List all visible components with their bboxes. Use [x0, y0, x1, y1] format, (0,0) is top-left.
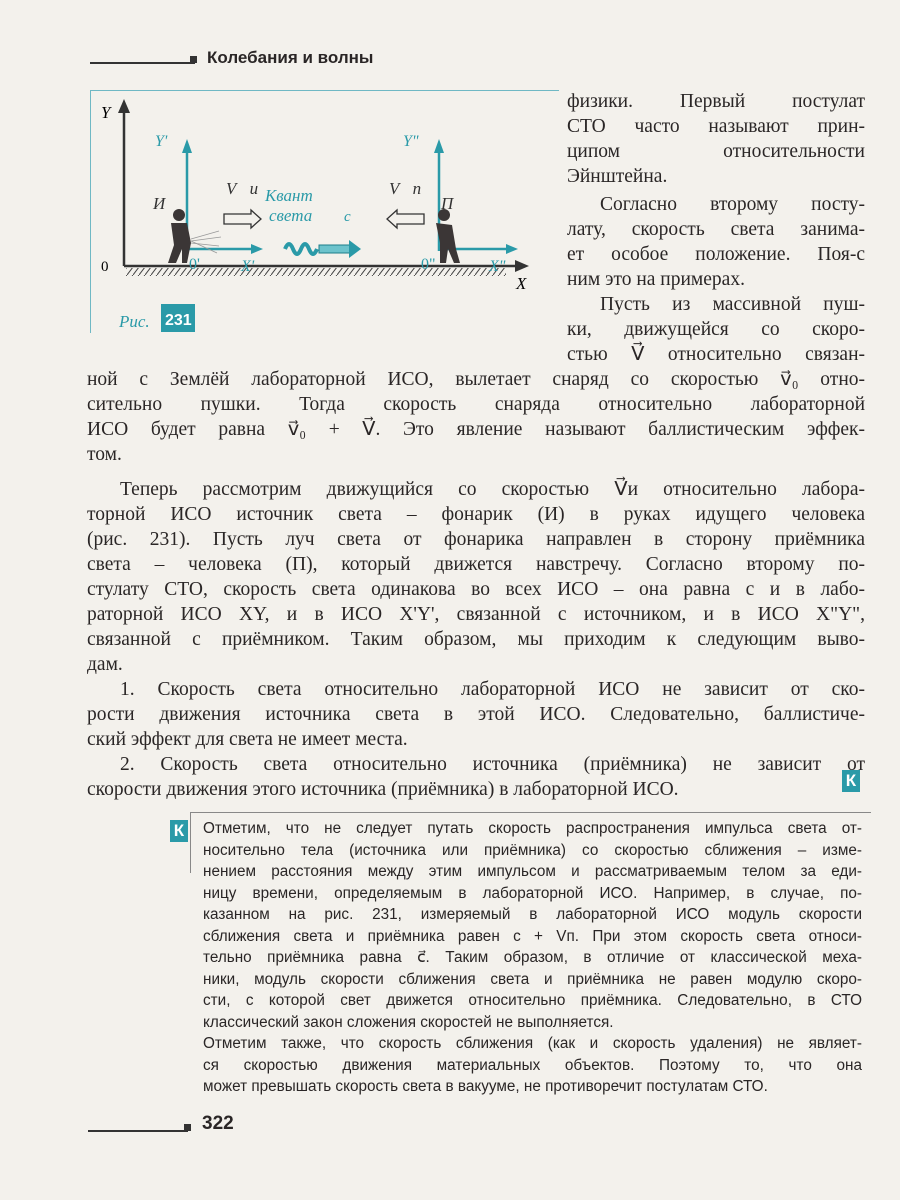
text-line: 1. Скорость света относительно лабораторной ИСО не зависит от ско- [120, 679, 865, 700]
page-number: 322 [202, 1113, 234, 1134]
caption-number: 231 [165, 312, 192, 329]
text-line: света – человека (П), который движется навстречу. Согласно второму по- [87, 554, 865, 575]
footer-rule [88, 1130, 188, 1132]
text-line: ципом относительности [567, 141, 865, 162]
footer-square [184, 1124, 191, 1131]
text-line: рости движения источника света в этой ИСО. Следовательно, баллистиче- [87, 704, 865, 725]
text-line: ницу времени, определяемым в лабораторной ИСО. Например, в случае, по- [203, 884, 862, 902]
text-line: сближения света и приёмника равен c + Vп. При этом скорость света относи- [203, 927, 862, 945]
text-line: ИСО будет равна v⃗₀ + V⃗. Это явление называют баллистическим эффек- [87, 419, 865, 440]
text-line: сти, с которой свет движется относительно приёмника. Следовательно, в СТО [203, 992, 862, 1009]
quantum-label-1: Квант [265, 186, 313, 205]
text-line: дам. [87, 654, 123, 675]
text-line: ский эффект для света не имеет места. [87, 729, 408, 750]
x2-label: X" [489, 258, 506, 275]
text-line: Отметим, что не следует путать скорость распространения импульса света от- [203, 820, 862, 837]
text-line: ники, модуль скорости сближения света и приёмника не равен модулю скоро- [203, 970, 862, 988]
text-line: ся скоростью движения материальных объектов. Поэтому то, что она [203, 1056, 862, 1074]
text-line: 2. Скорость света относительно источника (приёмника) не зависит от [120, 754, 865, 775]
text-line: лату, скорость света занима- [567, 219, 865, 240]
text-line: том. [87, 444, 122, 465]
text-line: ной с Землёй лабораторной ИСО, вылетает снаряд со скоростью v⃗₀ отно- [87, 369, 865, 390]
text-line: нением расстояния между этим импульсом и рассматриваемым телом за еди- [203, 863, 862, 880]
text-line: стулату СТО, скорость света одинакова во всех ИСО – она равна c и в лабо- [87, 579, 865, 600]
text-line: ет особое положение. Поя-с [567, 244, 865, 265]
text-line: классический закон сложения скоростей не выполняется. [203, 1013, 614, 1031]
figure-231 [90, 90, 559, 333]
text-line: СТО часто называют прин- [567, 116, 865, 137]
text-line: связанной с приёмником. Таким образом, мы приходим к следующим выво- [87, 629, 865, 650]
y1-label: Y' [155, 133, 168, 150]
k-marker-end: К [842, 770, 860, 792]
receiver-label: П [441, 194, 454, 213]
text-line: тельно приёмника равна c⃗. Таким образом, в отличие от классической меха- [203, 949, 862, 966]
text-line: (рис. 231). Пусть луч света от фонарика направлен в сторону приёмника [87, 529, 865, 550]
o1-label: 0' [189, 256, 200, 273]
text-line: Пусть из массивной пуш- [600, 294, 865, 315]
x-label: X [516, 274, 527, 293]
text-line: носительно тела (источника или приёмника) со скоростью сближения – изме- [203, 841, 862, 859]
source-label: И [153, 194, 166, 213]
text-line: Эйнштейна. [567, 166, 668, 187]
c-label: c⃗ [344, 209, 363, 225]
text-line: ним это на примерах. [567, 269, 745, 290]
text-line: физики. Первый постулат [567, 91, 865, 112]
text-line: стью V⃗ относительно связан- [567, 344, 865, 365]
v-receiver-label: V⃗п [389, 179, 422, 198]
text-line: Отметим также, что скорость сближения (как и скорость удаления) не являет- [203, 1035, 862, 1052]
header-square [190, 56, 197, 63]
header-rule [90, 62, 195, 64]
text-line: торной ИСО источник света – фонарик (И) в руках идущего человека [87, 504, 865, 525]
y-label: Y [101, 103, 111, 122]
caption-label: Рис. [119, 312, 150, 331]
text-line: раторной ИСО XY, и в ИСО X'Y', связанной с источником, и в ИСО X"Y", [87, 604, 865, 625]
text-line: Теперь рассмотрим движущийся со скоростью V⃗и относительно лабора- [120, 479, 865, 500]
section-title: Колебания и волны [207, 48, 374, 67]
text-line: ки, движущейся со скоро- [567, 319, 865, 340]
quantum-label-2: света [269, 206, 313, 225]
text-line: сительно пушки. Тогда скорость снаряда относительно лабораторной [87, 394, 865, 415]
text-line: Согласно второму посту- [600, 194, 865, 215]
text-line: казанном на рис. 231, измеряемый в лабораторной ИСО модуль скорости [203, 906, 862, 923]
origin-label: 0 [101, 259, 109, 275]
o2-label: 0" [421, 256, 436, 273]
text-line: может превышать скорость света в вакууме, не противоречит постулатам СТО. [203, 1078, 768, 1095]
k-marker-start: К [170, 820, 188, 842]
x1-label: X' [241, 258, 255, 275]
v-source-label: V⃗и [226, 179, 259, 198]
text-line: скорости движения этого источника (приёмника) в лабораторной ИСО. [87, 779, 679, 800]
y2-label: Y" [403, 133, 419, 150]
